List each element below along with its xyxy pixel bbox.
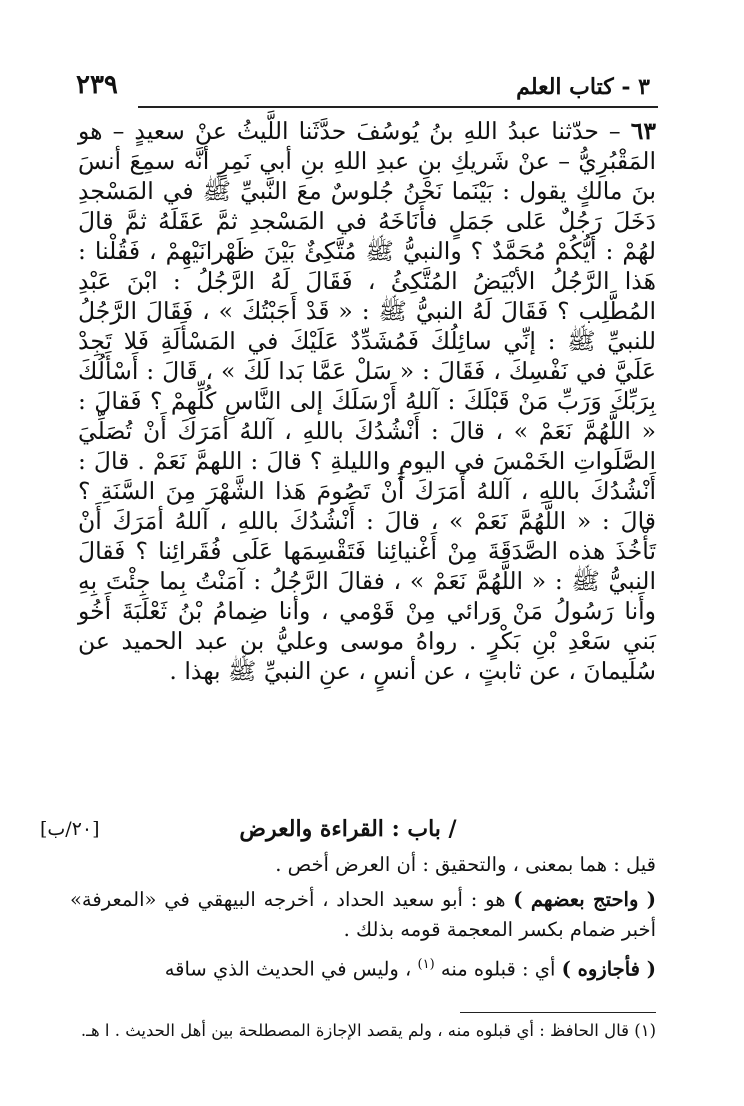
chapter-title: / باب : القراءة والعرض bbox=[239, 816, 457, 842]
commentary-paragraph bbox=[70, 950, 656, 985]
header-rule bbox=[138, 106, 658, 108]
commentary-text: أي : قبلوه منه bbox=[440, 957, 562, 981]
hadith-number: ٦٣ bbox=[630, 117, 656, 145]
commentary-lemma: ( فأجازوه ) bbox=[561, 957, 656, 981]
footnote-rule bbox=[460, 1012, 656, 1013]
manuscript-folio-ref: [٢٠/ب] bbox=[40, 818, 100, 840]
hadith-text: – حدّثنا عبدُ اللهِ بنُ يُوسُفَ حدَّثَنا اللَّيثُ عنْ سعيدٍ – هو المَقْبُرِيُّ – عنْ شَريكِ بنِ عبدِ اللهِ بنِ أبي نَمِرٍ أنَّه سمِعَ أنسَ بنَ مالكٍ يقول : بَيْنَما نَحْنُ جُلوسٌ معَ النَّبيِّ ﷺ في المَسْجدِ دَخَلَ رَجُلٌ عَلى جَمَلٍ فأَنَاخَهُ في المَسْجدِ ثمَّ عَقَلَهُ ثمَّ قالَ لهُمْ : أيُّكُمْ مُحَمَّدٌ ؟ والنبيُّ ﷺ مُتَّكِئٌ بَيْنَ ظَهْرانَيْهِمْ ، فَقُلْنا : هَذا الرَّجُلُ الأبْيَضُ المُتَّكِئُ ، فَقَالَ لَهُ الرَّجُلُ : ابْنَ عَبْدِ المُطَّلِب ؟ فَقَالَ لَهُ النبيُّ ﷺ : « قَدْ أَجَبْتُكَ » ، فَقَالَ الرَّجُلُ للنبيِّ ﷺ : إنِّي سائِلُكَ فَمُشَدِّدٌ عَلَيْكَ في المَسْأَلَةِ فَلا تَجِدْ عَلَيَّ في نَفْسِكَ ، فَقَالَ : « سَلْ عَمَّا بَدا لَكَ » ، قَالَ : أَسْأَلُكَ بِرَبِّكَ وَرَبِّ مَنْ قَبْلَكَ : آللهُ أَرْسَلَكَ إلى النَّاسِ كُلِّهِمْ ؟ فَقالَ : « اللَّهُمَّ نَعَمْ » ، قالَ : أَنْشُدُكَ باللهِ ، آللهُ أمَرَكَ أَنْ تُصَلِّيَ الصَّلَواتِ الخَمْسَ في اليومِ والليلةِ ؟ قالَ : اللهمَّ نَعَمْ . قالَ : أَنْشُدُكَ باللهِ ، آللهُ أَمَرَكَ أَنْ تَصُومَ هَذا الشَّهْرَ مِنَ السَّنَةِ ؟ قالَ : « اللَّهُمَّ نَعَمْ » ، قالَ : أَنْشُدُكَ باللهِ ، آللهُ أمَرَكَ أَنْ تَأْخُذَ هذه الصَّدَقَةَ مِنْ أَغْنيائِنا فَتَقْسِمَها عَلَى فُقَرائِنا ؟ فَقالَ النبيُّ ﷺ : « اللَّهُمَّ نَعَمْ » ، فقالَ الرَّجُلُ : آمَنْتُ بِما جِئْتَ بِهِ وأَنا رَسُولُ مَنْ وَرائي مِنْ قَوْمي ، وأنا ضِمامُ بْنُ ثَعْلَبَةَ أَخُو بَني سَعْدِ بْنِ بَكْرٍ . رواهُ موسى وعليُّ بن عبد الحميد عن سُلَيمانَ ، عن ثابتٍ ، عن أنسٍ ، عنِ النبيِّ ﷺ بهذا . bbox=[78, 117, 656, 685]
footnote-marker[interactable]: (١) bbox=[417, 957, 435, 972]
commentary-text-tail: ، وليس في الحديث الذي ساقه bbox=[164, 957, 418, 981]
hadith-block bbox=[78, 116, 656, 686]
commentary-block bbox=[70, 850, 656, 990]
running-title: ٣ - كتاب العلم bbox=[516, 74, 650, 100]
page-header bbox=[70, 70, 650, 110]
commentary-paragraph bbox=[70, 850, 656, 880]
hadith-paragraph bbox=[78, 116, 656, 686]
commentary-text: هو : أبو سعيد الحداد ، أخرجه البيهقي في «المعرفة» أخبر ضمام بكسر المعجمة قومه بذلك . bbox=[70, 888, 656, 941]
commentary-text: قيل : هما بمعنى ، والتحقيق : أن العرض أخص . bbox=[275, 853, 656, 876]
page-number: ٢٣٩ bbox=[76, 70, 118, 100]
footnote: (١) قال الحافظ : أي قبلوه منه ، ولم يقصد الإجازة المصطلحة بين أهل الحديث . ا هـ. bbox=[80, 1021, 656, 1040]
commentary-lemma: ( واحتج بعضهم ) bbox=[513, 888, 656, 911]
commentary-paragraph bbox=[70, 885, 656, 945]
chapter-heading-row bbox=[40, 816, 656, 850]
